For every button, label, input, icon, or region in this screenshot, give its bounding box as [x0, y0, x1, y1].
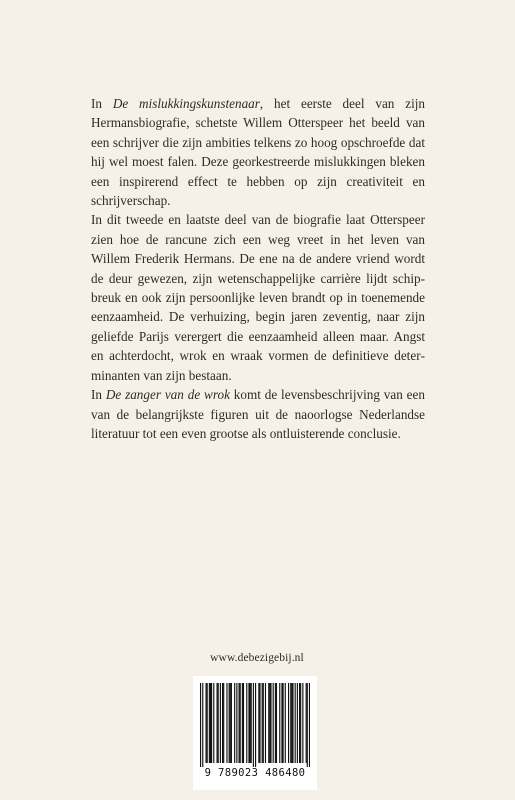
barcode-bar — [246, 683, 247, 763]
barcode-bar — [279, 683, 280, 763]
barcode-bar — [223, 683, 224, 763]
barcode-bar — [209, 683, 210, 763]
barcode-bar — [229, 683, 230, 763]
barcode-bar — [299, 683, 300, 763]
barcode-bar — [300, 683, 301, 763]
isbn-barcode — [193, 676, 317, 790]
barcode-bar — [213, 683, 214, 763]
barcode-bar — [255, 683, 256, 767]
barcode-bar — [259, 683, 260, 763]
barcode-bar — [283, 683, 284, 763]
barcode-bar — [210, 683, 211, 763]
blurb-p3-lead: In — [91, 387, 106, 403]
barcode-bar — [236, 683, 237, 763]
barcode-bar — [268, 683, 269, 763]
barcode-bar — [270, 683, 271, 763]
barcode-bar — [230, 683, 231, 763]
book-title-part-1: De mislukkingskunstenaar — [112, 96, 260, 111]
barcode-bar — [202, 683, 203, 767]
barcode-bar — [220, 683, 221, 763]
barcode-bar — [292, 683, 293, 763]
barcode-bar — [211, 683, 212, 763]
barcode-bar — [302, 683, 303, 763]
isbn-number: 9 789023 486480 — [204, 767, 306, 779]
barcode-bar — [218, 683, 219, 763]
barcode-bar — [234, 683, 235, 763]
barcode-bar — [269, 683, 270, 763]
barcode-bar — [265, 683, 266, 763]
barcode-bar — [262, 683, 263, 763]
blurb-p1-lead: In — [91, 96, 113, 111]
blurb-p1-text: , het eerste deel van zijn Hermansbiografie, schetste Willem Otterspeer het beeld van een schrijver die zijn ambities telkens zo hoog opschroefde dat hij wel moest falen. Deze georkestreerde mislukkingen bleken een inspirerend effect te hebben op zijn creativiteit en schrijverschap. — [91, 96, 425, 209]
book-title-part-2: De zanger van de wrok — [105, 387, 230, 403]
barcode-bar — [263, 683, 264, 763]
barcode-bar — [239, 683, 240, 763]
barcode-bar — [242, 683, 243, 763]
barcode-bar — [207, 683, 208, 763]
barcode-bar — [309, 683, 310, 767]
barcode-bar — [240, 683, 241, 763]
barcode-bar — [226, 683, 227, 763]
barcode-bar — [273, 683, 274, 763]
barcode-bar — [288, 683, 289, 763]
barcode-bar — [251, 683, 252, 763]
barcode-bar — [258, 683, 259, 763]
blurb-p3-text: komt de levensbeschrijving van een van de belangrijkste figuren uit de naoorlogse Nederlandse literatuur tot een even grootse als ontluisterende conclusie. — [91, 387, 425, 441]
barcode-bar — [276, 683, 277, 763]
barcode-bar — [285, 683, 286, 763]
barcode-bar — [222, 683, 223, 763]
barcode-bar — [306, 683, 307, 763]
blurb-paragraph-2: In dit tweede en laatste deel van de biografie laat Otterspeer zien hoe de rancune zich een weg vreet in het leven van Willem Frederik Hermans. De ene na de andere vriend wordt de deur gewezen, zijn wetenschappelijke carrière lijdt schipbreuk en ook zijn persoonlijke leven brandt op in toenemende eenzaamheid. De verhuizing, begin jaren zeventig, naar zijn geliefde Parijs verergert die eenzaamheid alleen maar. Angst en achterdocht, wrok en wraak vormen de definitieve determinanten van zijn bestaan. — [91, 212, 425, 383]
barcode-bar — [307, 683, 308, 767]
blurb-paragraph-1 — [91, 94, 425, 210]
barcode-bar — [217, 683, 218, 763]
barcode-bar — [248, 683, 249, 763]
barcode-bar — [206, 683, 207, 763]
barcode-bar — [295, 683, 296, 763]
barcode-bar — [250, 683, 251, 763]
barcode-bar — [253, 683, 254, 767]
barcode-bar — [281, 683, 282, 763]
barcode-bar — [200, 683, 201, 767]
back-cover-blurb — [91, 94, 425, 443]
blurb-paragraph-3 — [91, 385, 425, 443]
barcode-bar — [243, 683, 244, 763]
barcode-bars — [200, 683, 310, 767]
barcode-bar — [291, 683, 292, 763]
barcode-bar — [290, 683, 291, 763]
barcode-bar — [275, 683, 276, 763]
barcode-bar — [231, 683, 232, 763]
barcode-bar — [297, 683, 298, 763]
publisher-url[interactable]: www.debezigebij.nl — [210, 652, 304, 664]
